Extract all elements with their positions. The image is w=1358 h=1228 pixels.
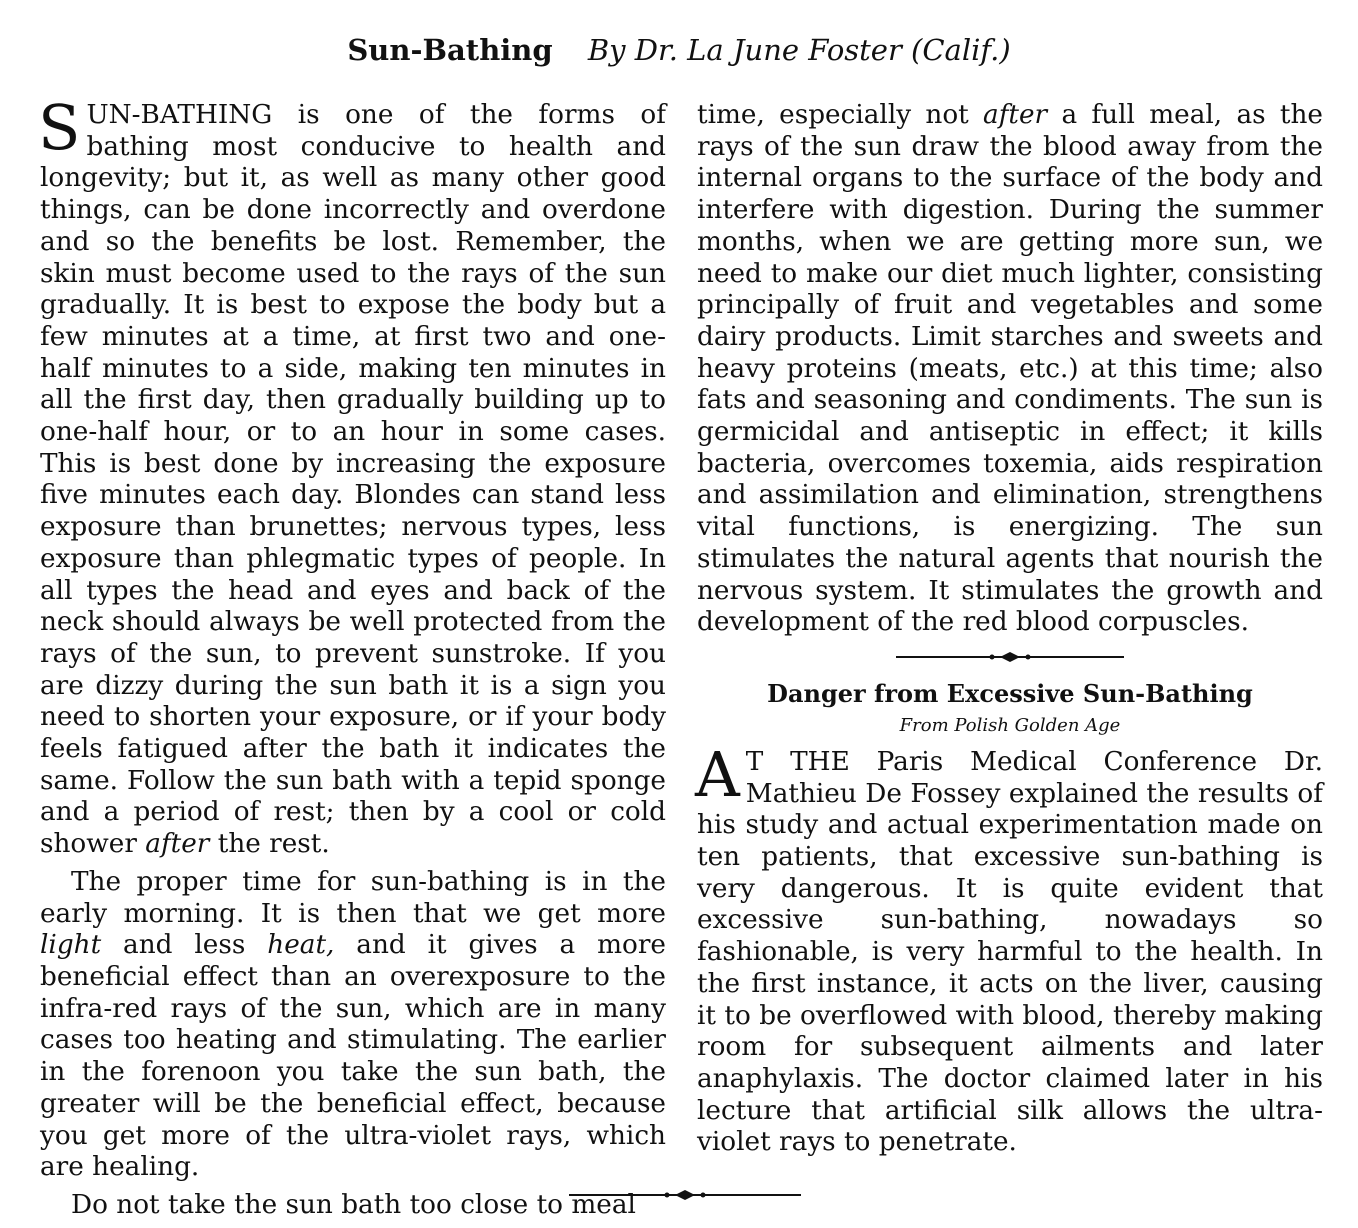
bottom-divider-ornament [569, 1189, 801, 1201]
left-column [38, 91, 666, 1228]
article-title: Sun-Bathing [347, 33, 553, 67]
paragraph-2-text-a: The proper time for sun-bathing is in the early morning. It is then that we get more [40, 866, 666, 929]
paragraph-3-text-b: a full meal, as the rays of the sun draw the blood away from the internal organs to the surface of the body and interfere with digestion. During the summer months, when we are getting more sun, we need to make our diet much lighter, consisting principally of fruit and vegetables and some dairy products. Limit starches and sweets and heavy proteins (meats, etc.) at this time; also fats and seasoning and condiments. The sun is germicidal and antiseptic in effect; it kills bacteria, overcomes toxemia, aids respiration and assimilation and elimination, strengthens vital functions, is energizing. The sun stimulates the natural agents that nourish the nervous system. It stimulates the growth and development of the red blood corpuscles. [697, 100, 1323, 638]
emphasis-heat: heat, [267, 930, 335, 961]
paragraph-3 [697, 100, 1323, 639]
sidebar-source: From Polish Golden Age [899, 714, 1121, 736]
article-header [0, 30, 1358, 70]
paragraph-3-text-a-cont: time, especially not [697, 100, 984, 130]
paragraph-1 [38, 91, 666, 861]
emphasis-light: light [40, 930, 102, 961]
right-column [697, 100, 1323, 1165]
paragraph-2-text-b: and less [101, 930, 268, 961]
paragraph-2 [40, 867, 666, 1184]
sidebar-paragraph [695, 737, 1323, 1159]
paragraph-3-text-a: Do not take the sun bath too close to meal [71, 1189, 636, 1220]
article-byline: By Dr. La June Foster (Calif.) [587, 33, 1011, 67]
emphasis-after-meal: after [983, 100, 1048, 130]
paragraph-1-end: the rest. [209, 829, 330, 860]
paragraph-1-text: UN-BATHING is one of the forms of bathing most conducive to health and longevity; but it, as well as many other good things, can be done incorrectly and overdone and so the benefits be lost. Remember, the skin must become used to the rays of the sun gradually. It is best to expose the body but a few minutes at a time, at first two and one-half minutes to a side, making ten minutes in all the first day, then gradually building up to one-half hour, or to an hour in some cases. This is best done by increasing the exposure five minutes each day. Blondes can stand less exposure than brunettes; nervous types, less exposure than phlegmatic types of people. In all types the head and eyes and back of the neck should always be well protected from the rays of the sun, to prevent sunstroke. If you are dizzy during the sun bath it is a sign you need to shorten your exposure, or if your body feels fatigued after the bath it indicates the same. Follow the sun bath with a tepid sponge and a period of rest; then by a cool or cold shower [40, 100, 666, 860]
sidebar-text: T THE Paris Medical Conference Dr. Mathieu De Fossey explained the results of his study and actual experimentation made on ten patients, that excessive sun-bathing is very dangerous. It is quite evident that excessive sun-bathing, nowadays so fashionable, is very harmful to the health. In the first instance, it acts on the liver, causing it to be overflowed with blood, thereby making room for subsequent ailments and later anaphylaxis. The doctor claimed later in his lecture that artificial silk allows the ultra-violet rays to penetrate. [697, 746, 1323, 1158]
divider-ornament [896, 651, 1124, 663]
drop-cap-a: A [695, 737, 740, 811]
sidebar-title: Danger from Excessive Sun-Bathing [767, 678, 1253, 708]
emphasis-after: after [145, 829, 210, 860]
drop-cap-s: S [38, 91, 81, 164]
paragraph-2-text-c: and it gives a more beneficial effect than an overexposure to the infra-red rays of the sun, which are in many cases too heating and stimulating. The earlier in the forenoon you take the sun bath, the greater will be the beneficial effect, because you get more of the ultra-violet rays, which are healing. [40, 930, 666, 1183]
